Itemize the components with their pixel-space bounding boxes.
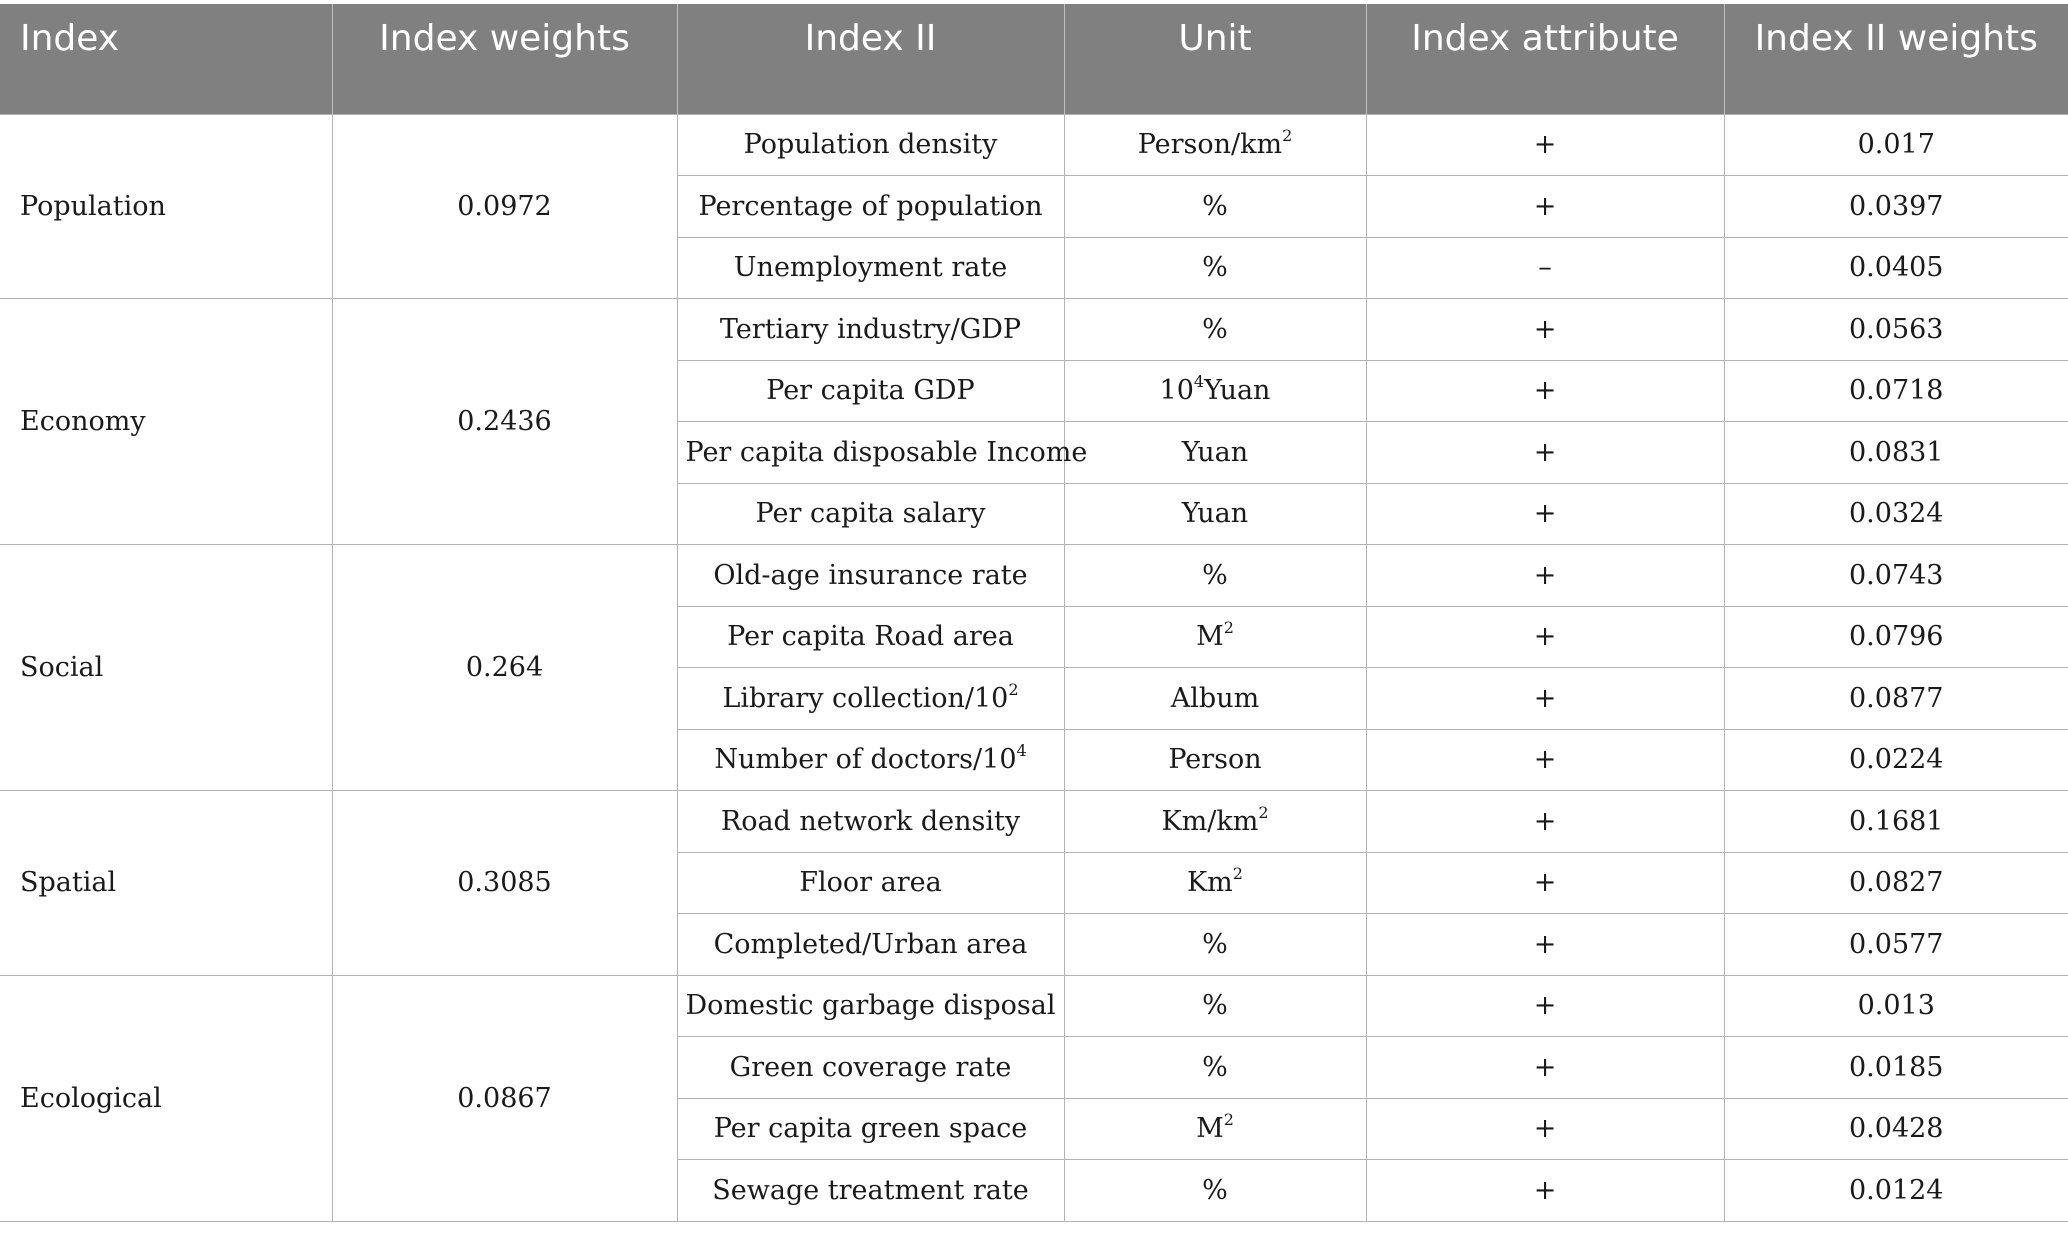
attribute-cell: +: [1366, 114, 1724, 176]
group-weight-cell: 0.3085: [332, 791, 677, 976]
indicator-cell: [677, 483, 1064, 545]
unit-text: M: [1196, 1113, 1224, 1145]
table-body: [0, 114, 2068, 1221]
attribute-cell: +: [1366, 914, 1724, 976]
header-index-weights: Index weights: [332, 4, 677, 114]
indicator-cell: [677, 360, 1064, 422]
unit-cell: [1064, 1037, 1366, 1099]
indicator-cell: [677, 914, 1064, 976]
attribute-cell: –: [1366, 237, 1724, 299]
attribute-cell: +: [1366, 299, 1724, 361]
table-header: [0, 4, 2068, 114]
index-ii-weight-cell: 0.0577: [1724, 914, 2068, 976]
group-name-cell: Spatial: [0, 791, 332, 976]
unit-cell: [1064, 1098, 1366, 1160]
indicator-text: Library collection/10: [722, 682, 1009, 714]
unit-text: M: [1196, 621, 1224, 653]
attribute-cell: +: [1366, 791, 1724, 853]
header-index-attribute: Index attribute: [1366, 4, 1724, 114]
index-ii-weight-cell: 0.0124: [1724, 1160, 2068, 1222]
unit-cell: [1064, 483, 1366, 545]
index-ii-weight-cell: 0.0224: [1724, 729, 2068, 791]
unit-cell: [1064, 114, 1366, 176]
index-ii-weight-cell: 0.0827: [1724, 852, 2068, 914]
header-index: Index: [0, 4, 332, 114]
header-unit: Unit: [1064, 4, 1366, 114]
indicator-text: Per capita Road area: [727, 621, 1014, 653]
indicator-cell: [677, 852, 1064, 914]
attribute-cell: +: [1366, 975, 1724, 1037]
indicator-cell: [677, 176, 1064, 238]
unit-text: Person: [1168, 744, 1262, 776]
unit-cell: [1064, 176, 1366, 238]
indicator-cell: [677, 1037, 1064, 1099]
unit-prefix: 10: [1159, 375, 1194, 407]
attribute-cell: +: [1366, 668, 1724, 730]
attribute-cell: +: [1366, 360, 1724, 422]
index-ii-weight-cell: 0.0397: [1724, 176, 2068, 238]
table-row: [0, 975, 2068, 1037]
indicator-text: Per capita disposable Income: [685, 436, 1088, 468]
unit-cell: [1064, 852, 1366, 914]
index-ii-weight-cell: 0.0185: [1724, 1037, 2068, 1099]
unit-superscript: 2: [1232, 864, 1243, 884]
table-row: [0, 791, 2068, 853]
group-weight-cell: 0.0867: [332, 975, 677, 1221]
unit-text: %: [1202, 1051, 1228, 1083]
indicator-cell: [677, 729, 1064, 791]
indicator-text: Sewage treatment rate: [712, 1174, 1029, 1206]
indicator-text: Floor area: [799, 867, 942, 899]
index-ii-weight-cell: 0.0743: [1724, 545, 2068, 607]
attribute-cell: +: [1366, 422, 1724, 484]
unit-text: %: [1202, 190, 1228, 222]
unit-text: Yuan: [1181, 436, 1249, 468]
index-ii-weight-cell: 0.0405: [1724, 237, 2068, 299]
indicator-cell: [677, 606, 1064, 668]
indicator-cell: [677, 237, 1064, 299]
unit-text: Yuan: [1204, 375, 1271, 407]
index-ii-weight-cell: 0.017: [1724, 114, 2068, 176]
group-name-cell: Ecological: [0, 975, 332, 1221]
group-name-cell: Social: [0, 545, 332, 791]
unit-superscript: 2: [1282, 126, 1293, 146]
unit-cell: [1064, 975, 1366, 1037]
unit-text: Album: [1170, 682, 1260, 714]
index-ii-weight-cell: 0.0831: [1724, 422, 2068, 484]
index-ii-weight-cell: 0.0324: [1724, 483, 2068, 545]
index-ii-weight-cell: 0.1681: [1724, 791, 2068, 853]
indicator-text: Tertiary industry/GDP: [719, 313, 1022, 345]
indicator-cell: [677, 114, 1064, 176]
indicator-text: Green coverage rate: [729, 1051, 1012, 1083]
unit-cell: [1064, 729, 1366, 791]
unit-cell: [1064, 545, 1366, 607]
indicator-text: Old-age insurance rate: [713, 559, 1028, 591]
unit-cell: [1064, 237, 1366, 299]
group-weight-cell: 0.264: [332, 545, 677, 791]
indicator-cell: [677, 975, 1064, 1037]
index-ii-weight-cell: 0.0877: [1724, 668, 2068, 730]
indicator-text: Unemployment rate: [733, 252, 1008, 284]
indicator-text: Road network density: [720, 805, 1021, 837]
unit-prefix-superscript: 4: [1193, 372, 1205, 392]
unit-cell: [1064, 299, 1366, 361]
group-name-cell: Population: [0, 114, 332, 299]
indicator-text: Number of doctors/10: [714, 744, 1017, 776]
unit-cell: [1064, 606, 1366, 668]
unit-cell: [1064, 422, 1366, 484]
indicator-text: Population density: [743, 129, 998, 161]
table-row: [0, 299, 2068, 361]
indicator-cell: [677, 545, 1064, 607]
attribute-cell: +: [1366, 1160, 1724, 1222]
index-ii-weight-cell: 0.0718: [1724, 360, 2068, 422]
unit-superscript: 2: [1258, 802, 1269, 822]
unit-text: Person/km: [1137, 129, 1283, 161]
unit-text: %: [1202, 252, 1228, 284]
indicator-cell: [677, 791, 1064, 853]
header-index-ii: Index II: [677, 4, 1064, 114]
index-ii-weight-cell: 0.0796: [1724, 606, 2068, 668]
attribute-cell: +: [1366, 545, 1724, 607]
unit-cell: [1064, 360, 1366, 422]
indicator-cell: [677, 299, 1064, 361]
attribute-cell: +: [1366, 1098, 1724, 1160]
index-ii-weight-cell: 0.013: [1724, 975, 2068, 1037]
attribute-cell: +: [1366, 1037, 1724, 1099]
indicator-text: Completed/Urban area: [713, 928, 1028, 960]
indicator-text: Per capita salary: [755, 498, 986, 530]
unit-text: %: [1202, 928, 1228, 960]
indicator-superscript: 4: [1016, 741, 1027, 761]
unit-text: Km: [1187, 867, 1233, 899]
indicator-superscript: 2: [1008, 679, 1019, 699]
group-weight-cell: 0.2436: [332, 299, 677, 545]
header-row: [0, 4, 2068, 114]
indicator-text: Per capita green space: [713, 1113, 1028, 1145]
index-ii-weight-cell: 0.0563: [1724, 299, 2068, 361]
indicator-text: Per capita GDP: [766, 375, 975, 407]
unit-text: %: [1202, 990, 1228, 1022]
indicator-cell: [677, 1160, 1064, 1222]
unit-cell: [1064, 668, 1366, 730]
unit-text: Km/km: [1161, 805, 1259, 837]
unit-superscript: 2: [1223, 618, 1234, 638]
group-weight-cell: 0.0972: [332, 114, 677, 299]
unit-text: %: [1202, 559, 1228, 591]
index-ii-weight-cell: 0.0428: [1724, 1098, 2068, 1160]
unit-text: %: [1202, 1174, 1228, 1206]
attribute-cell: +: [1366, 852, 1724, 914]
indicator-cell: [677, 668, 1064, 730]
attribute-cell: +: [1366, 606, 1724, 668]
index-weights-table-container: [0, 4, 2068, 1222]
group-name-cell: Economy: [0, 299, 332, 545]
indicator-cell: [677, 422, 1088, 484]
table-row: [0, 114, 2068, 176]
index-weights-table: [0, 4, 2068, 1222]
indicator-text: Domestic garbage disposal: [685, 990, 1056, 1022]
unit-superscript: 2: [1223, 1110, 1234, 1130]
unit-cell: [1064, 791, 1366, 853]
unit-text: Yuan: [1181, 498, 1249, 530]
header-index-ii-weights: Index II weights: [1724, 4, 2068, 114]
attribute-cell: +: [1366, 176, 1724, 238]
indicator-text: Percentage of population: [698, 190, 1043, 222]
unit-text: %: [1202, 313, 1228, 345]
attribute-cell: +: [1366, 483, 1724, 545]
attribute-cell: +: [1366, 729, 1724, 791]
indicator-cell: [677, 1098, 1064, 1160]
unit-cell: [1064, 1160, 1366, 1222]
unit-cell: [1064, 914, 1366, 976]
table-row: [0, 545, 2068, 607]
